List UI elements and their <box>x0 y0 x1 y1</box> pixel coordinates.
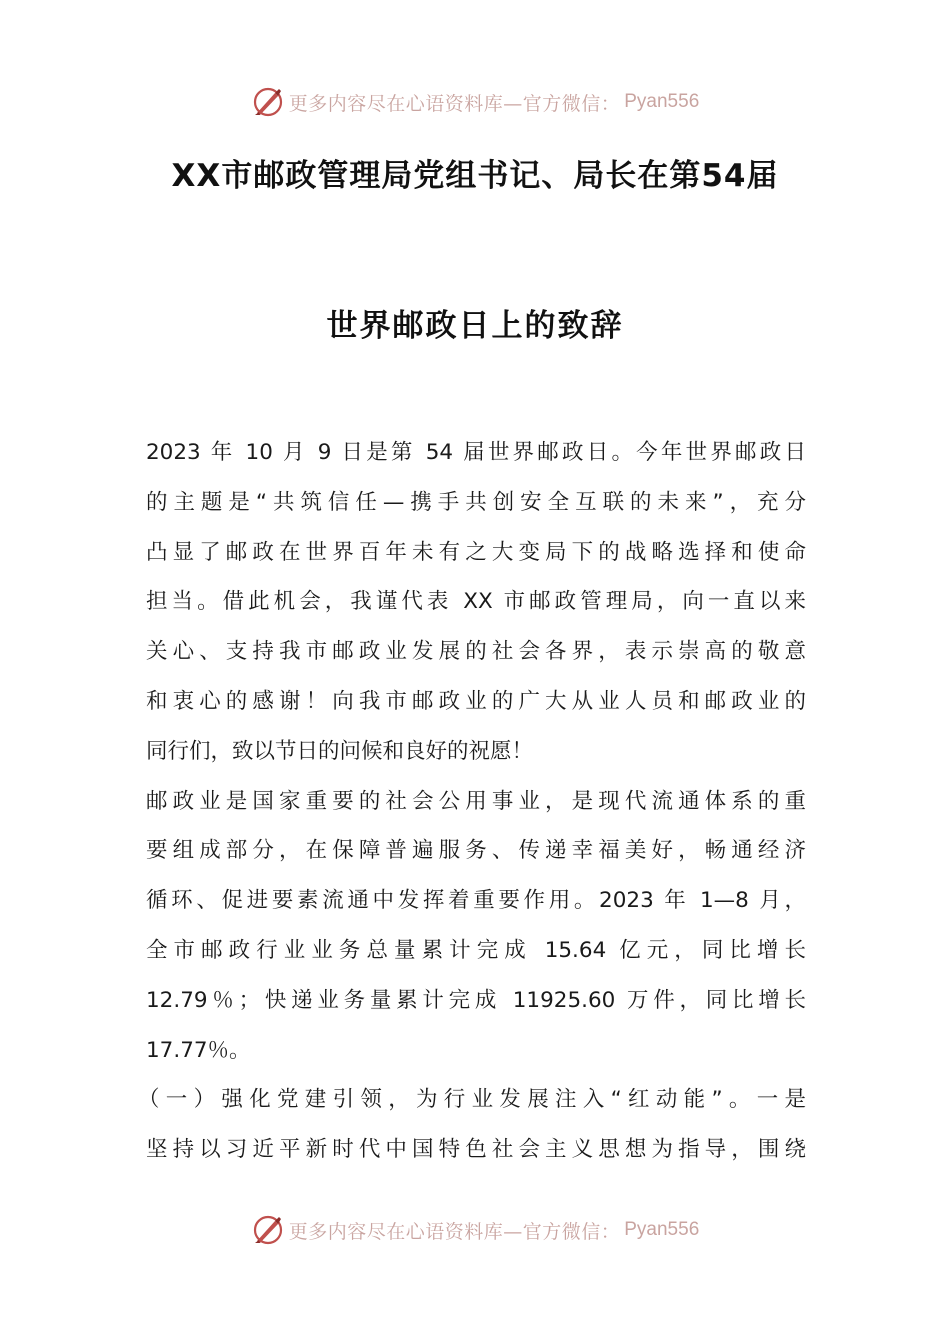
body-line: 同行们，致以节日的问候和良好的祝愿！ <box>146 738 534 764</box>
body-line: 全市邮政行业业务总量累计完成 15.64 亿元，同比增长 <box>146 937 806 963</box>
paragraph-3 <box>138 1075 806 1175</box>
body-line: 12.79％；快递业务量累计完成 11925.60 万件，同比增长 <box>146 987 806 1013</box>
document-title-line-2: 世界邮政日上的致辞 <box>326 308 624 344</box>
body-line: 关心、支持我市邮政业发展的社会各界，表示崇高的敬意 <box>146 639 806 665</box>
body-line: 循环、促进要素流通中发挥着重要作用。2023 年 1—8 月， <box>146 888 806 914</box>
paragraph-1 <box>146 428 806 777</box>
header-banner-text: 更多内容尽在心语资料库—官方微信： <box>288 92 621 115</box>
pen-logo-icon <box>251 1213 285 1247</box>
footer-banner-text: 更多内容尽在心语资料库—官方微信： <box>288 1220 621 1243</box>
body-line: 凸显了邮政在世界百年未有之大变局下的战略选择和使命 <box>146 539 806 565</box>
document-title-line-1: XX市邮政管理局党组书记、局长在第54届 <box>171 158 779 194</box>
body-line: （一）强化党建引领，为行业发展注入“红动能”。一是 <box>138 1087 806 1113</box>
body-line: 要组成部分，在保障普遍服务、传递幸福美好，畅通经济 <box>146 838 806 864</box>
paragraph-2 <box>146 777 806 1076</box>
footer-banner-content <box>251 1213 700 1247</box>
body-line: 的主题是“共筑信任—携手共创安全互联的未来”，充分 <box>146 489 806 515</box>
body-line: 17.77％。 <box>146 1037 251 1063</box>
footer-banner-wechat-id: Pyan556 <box>624 1219 700 1240</box>
header-watermark-banner <box>0 82 950 122</box>
body-line: 邮政业是国家重要的社会公用事业，是现代流通体系的重 <box>146 788 806 814</box>
body-line: 担当。借此机会，我谨代表 XX 市邮政管理局，向一直以来 <box>146 589 806 615</box>
header-banner-content <box>251 85 700 119</box>
body-line: 和衷心的感谢！向我市邮政业的广大从业人员和邮政业的 <box>146 688 806 714</box>
header-banner-wechat-id: Pyan556 <box>624 91 700 112</box>
pen-logo-icon <box>251 85 285 119</box>
body-line: 坚持以习近平新时代中国特色社会主义思想为指导，围绕 <box>146 1137 806 1163</box>
footer-watermark-banner <box>0 1210 950 1250</box>
document-body <box>138 428 806 1175</box>
body-line: 2023 年 10 月 9 日是第 54 届世界邮政日。今年世界邮政日 <box>146 440 806 465</box>
